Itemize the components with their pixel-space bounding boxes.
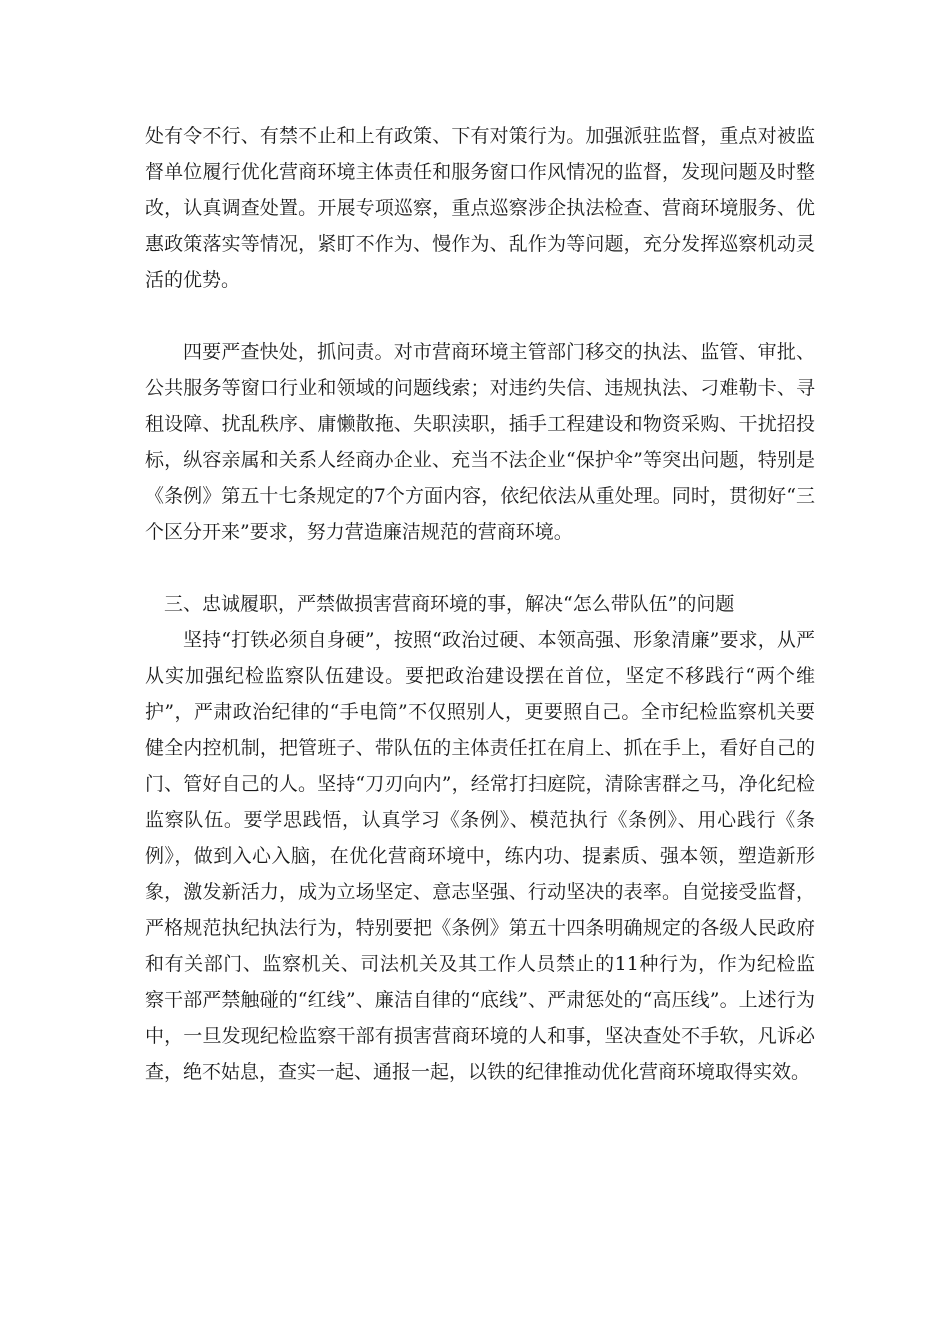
paragraph-four-strict-investigation: 四要严查快处，抓问责。对市营商环境主管部门移交的执法、监管、审批、公共服务等窗口行业和领域的问题线索；对违约失信、违规执法、刁难勒卡、寻租设障、扰乱秩序、庸懒散拖、失职渎职，插手工程建设和物资采购、干扰招投标，纵容亲属和关系人经商办企业、充当不法企业“保护伞”等突出问题，特别是《条例》第五十七条规定的7个方面内容，依纪依法从重处理。同时，贯彻好“三个区分开来”要求，努力营造廉洁规范的营商环境。 xyxy=(145,341,815,543)
paragraph-team-building: 坚持“打铁必须自身硬”，按照“政治过硬、本领高强、形象清廉”要求，从严从实加强纪检监察队伍建设。要把政治建设摆在首位，坚定不移践行“两个维护”，严肃政治纪律的“手电筒”不仅照别人，更要照自己。全市纪检监察机关要健全内控机制，把管班子、带队伍的主体责任扛在肩上、抓在手上，看好自己的门、管好自己的人。坚持“刀刃向内”，经常打扫庭院，清除害群之马，净化纪检监察队伍。要学思践悟，认真学习《条例》、模范执行《条例》、用心践行《条例》，做到入心入脑，在优化营商环境中，练内功、提素质、强本领，塑造新形象，激发新活力，成为立场坚定、意志坚强、行动坚决的表率。自觉接受监督，严格规范执纪执法行为，特别要把《条例》第五十四条明确规定的各级人民政府和有关部门、监察机关、司法机关及其工作人员禁止的11种行为，作为纪检监察干部严禁触碰的“红线”、廉洁自律的“底线”、严肃惩处的“高压线”。上述行为中，一旦发现纪检监察干部有损害营商环境的人和事，坚决查处不手软，凡诉必查，绝不姑息，查实一起、通报一起，以铁的纪律推动优化营商环境取得实效。 xyxy=(145,629,815,1083)
section-heading-three: 三、忠诚履职，严禁做损害营商环境的事，解决“怎么带队伍”的问题 xyxy=(164,593,735,615)
paragraph-continuation: 处有令不行、有禁不止和上有政策、下有对策行为。加强派驻监督，重点对被监督单位履行优化营商环境主体责任和服务窗口作风情况的监督，发现问题及时整改，认真调查处置。开展专项巡察，重点巡察涉企执法检查、营商环境服务、优惠政策落实等情况，紧盯不作为、慢作为、乱作为等问题，充分发挥巡察机动灵活的优势。 xyxy=(145,125,815,291)
paragraph-gap xyxy=(145,298,815,334)
document-body xyxy=(145,118,815,1090)
paragraph-gap xyxy=(145,550,815,586)
